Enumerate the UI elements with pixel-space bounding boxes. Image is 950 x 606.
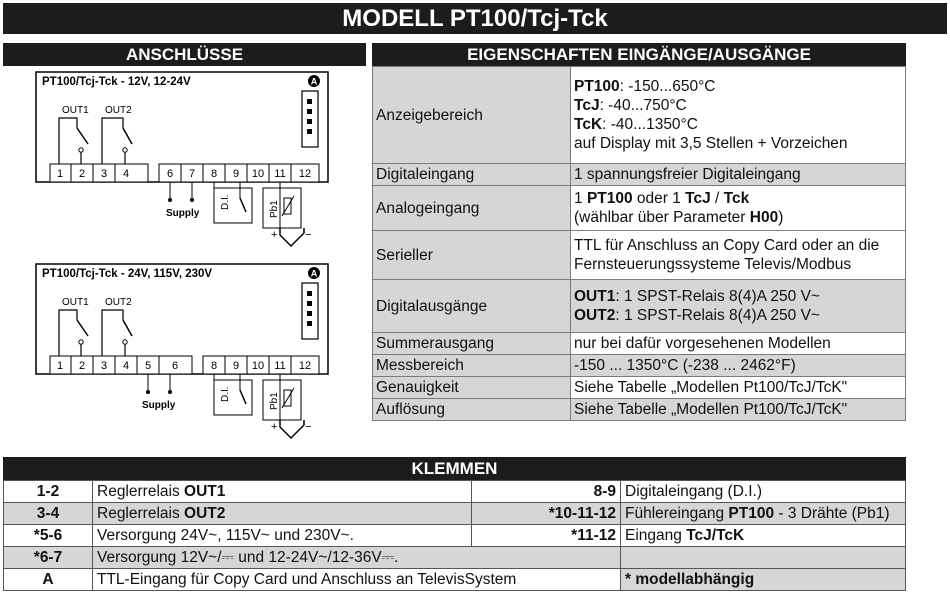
diagram-title: PT100/Tcj-Tck - 12V, 12-24V — [42, 76, 191, 88]
prop-value: Siehe Tabelle „Modellen Pt100/TcJ/TcK" — [571, 399, 906, 421]
wiring-diagram-230v — [8, 262, 368, 452]
terminal-label: 11 — [274, 168, 286, 180]
terminal-label: 4 — [122, 360, 130, 372]
properties-table — [372, 66, 906, 421]
terminal-id: *11-12 — [472, 525, 621, 547]
prop-label: Digitalausgänge — [373, 280, 571, 333]
terminal-label: 2 — [78, 168, 86, 180]
page-title: MODELL PT100/Tcj-Tck — [3, 3, 947, 34]
terminal-label: 5 — [144, 360, 152, 372]
terminal-desc: TTL-Eingang für Copy Card und Anschluss an TelevisSystem — [93, 569, 621, 591]
out2-label: OUT2 — [105, 297, 132, 308]
out1-label: OUT1 — [62, 297, 89, 308]
terminal-desc: Digitaleingang (D.I.) — [621, 481, 906, 503]
badge-a-label: A — [310, 268, 318, 279]
table-row — [4, 547, 906, 569]
badge-a-label: A — [310, 76, 318, 87]
terminal-label: 1 — [56, 360, 64, 372]
supply-label: Supply — [166, 208, 200, 219]
table-row — [373, 67, 906, 164]
pb1-label: Pb1 — [269, 392, 280, 410]
terminal-desc: Fühlereingang PT100 - 3 Drähte (Pb1) — [621, 503, 906, 525]
terminal-id: *10-11-12 — [472, 503, 621, 525]
pb1-label: Pb1 — [269, 200, 280, 218]
table-row — [4, 569, 906, 591]
prop-value: 1 spannungsfreier Digitaleingang — [571, 164, 906, 186]
table-row — [373, 280, 906, 333]
wiring-diagram-12v — [8, 70, 368, 260]
terminal-label: 12 — [298, 360, 312, 372]
minus-label: − — [305, 421, 312, 433]
wiring-diagram-12v-svg — [8, 70, 368, 260]
terminal-id: 1-2 — [4, 481, 93, 503]
prop-label: Summerausgang — [373, 333, 571, 355]
terminal-id: A — [4, 569, 93, 591]
terminal-label: 12 — [298, 168, 312, 180]
terminal-label: 4 — [122, 168, 130, 180]
table-row — [373, 355, 906, 377]
table-row — [373, 333, 906, 355]
di-label: D.I. — [220, 194, 231, 210]
plus-label: + — [271, 421, 278, 433]
wiring-diagram-230v-svg — [8, 262, 368, 452]
terminal-desc: Reglerrelais OUT1 — [93, 481, 472, 503]
terminal-label: 10 — [251, 168, 265, 180]
terminal-id: 8-9 — [472, 481, 621, 503]
empty-cell — [621, 547, 906, 569]
terminal-label: 8 — [210, 168, 218, 180]
terminal-desc: Eingang TcJ/TcK — [621, 525, 906, 547]
prop-value: PT100: -150...650°C TcJ: -40...750°C TcK: -40...1350°C auf Display mit 3,5 Stellen + Vorzeichen — [571, 67, 906, 164]
diagram-title: PT100/Tcj-Tck - 24V, 115V, 230V — [42, 268, 213, 280]
terminal-label: 9 — [232, 360, 240, 372]
prop-label: Digitaleingang — [373, 164, 571, 186]
table-row — [4, 503, 906, 525]
terminal-desc: Versorgung 12V~/⎓ und 12-24V~/12-36V⎓. — [93, 547, 621, 569]
prop-label: Serieller — [373, 231, 571, 280]
terminal-label: 10 — [251, 360, 265, 372]
table-row — [373, 399, 906, 421]
table-row — [4, 481, 906, 503]
terminal-label: 1 — [56, 168, 64, 180]
terminal-label: 11 — [274, 360, 286, 372]
prop-value: Siehe Tabelle „Modellen Pt100/TcJ/TcK" — [571, 377, 906, 399]
terminal-label: 2 — [78, 360, 86, 372]
terminal-label: 3 — [100, 360, 108, 372]
terminal-id: *5-6 — [4, 525, 93, 547]
prop-label: Analogeingang — [373, 186, 571, 231]
terminal-label: 7 — [188, 168, 196, 180]
supply-label: Supply — [142, 400, 176, 411]
table-row — [4, 525, 906, 547]
prop-label: Messbereich — [373, 355, 571, 377]
terminal-label: 6 — [171, 360, 179, 372]
table-row — [373, 377, 906, 399]
prop-label: Genauigkeit — [373, 377, 571, 399]
terminal-label: 9 — [232, 168, 240, 180]
terminal-id: 3-4 — [4, 503, 93, 525]
table-row — [373, 231, 906, 280]
prop-value: OUT1: 1 SPST-Relais 8(4)A 250 V~ OUT2: 1 SPST-Relais 8(4)A 250 V~ — [571, 280, 906, 333]
terminal-label: 3 — [100, 168, 108, 180]
footnote-note: * modellabhängig — [621, 569, 906, 591]
terminal-label: 8 — [210, 360, 218, 372]
prop-value: TTL für Anschluss an Copy Card oder an die Fernsteuerungssysteme Televis/Modbus — [571, 231, 906, 280]
out1-label: OUT1 — [62, 105, 89, 116]
plus-label: + — [271, 229, 278, 241]
prop-label: Auflösung — [373, 399, 571, 421]
terminal-id: *6-7 — [4, 547, 93, 569]
klemmen-heading: KLEMMEN — [3, 457, 906, 480]
out2-label: OUT2 — [105, 105, 132, 116]
prop-value: nur bei dafür vorgesehenen Modellen — [571, 333, 906, 355]
eigenschaften-heading: EIGENSCHAFTEN EINGÄNGE/AUSGÄNGE — [372, 43, 906, 66]
klemmen-table — [3, 480, 906, 591]
table-row — [373, 186, 906, 231]
terminal-desc: Reglerrelais OUT2 — [93, 503, 472, 525]
di-label: D.I. — [220, 386, 231, 402]
prop-value: -150 ... 1350°C (-238 ... 2462°F) — [571, 355, 906, 377]
prop-value: 1 PT100 oder 1 TcJ / Tck (wählbar über Parameter H00) — [571, 186, 906, 231]
anschluesse-heading: ANSCHLÜSSE — [3, 43, 366, 66]
prop-label: Anzeigebereich — [373, 67, 571, 164]
terminal-label: 6 — [166, 168, 174, 180]
terminal-desc: Versorgung 24V~, 115V~ und 230V~. — [93, 525, 472, 547]
minus-label: − — [305, 229, 312, 241]
table-row — [373, 164, 906, 186]
